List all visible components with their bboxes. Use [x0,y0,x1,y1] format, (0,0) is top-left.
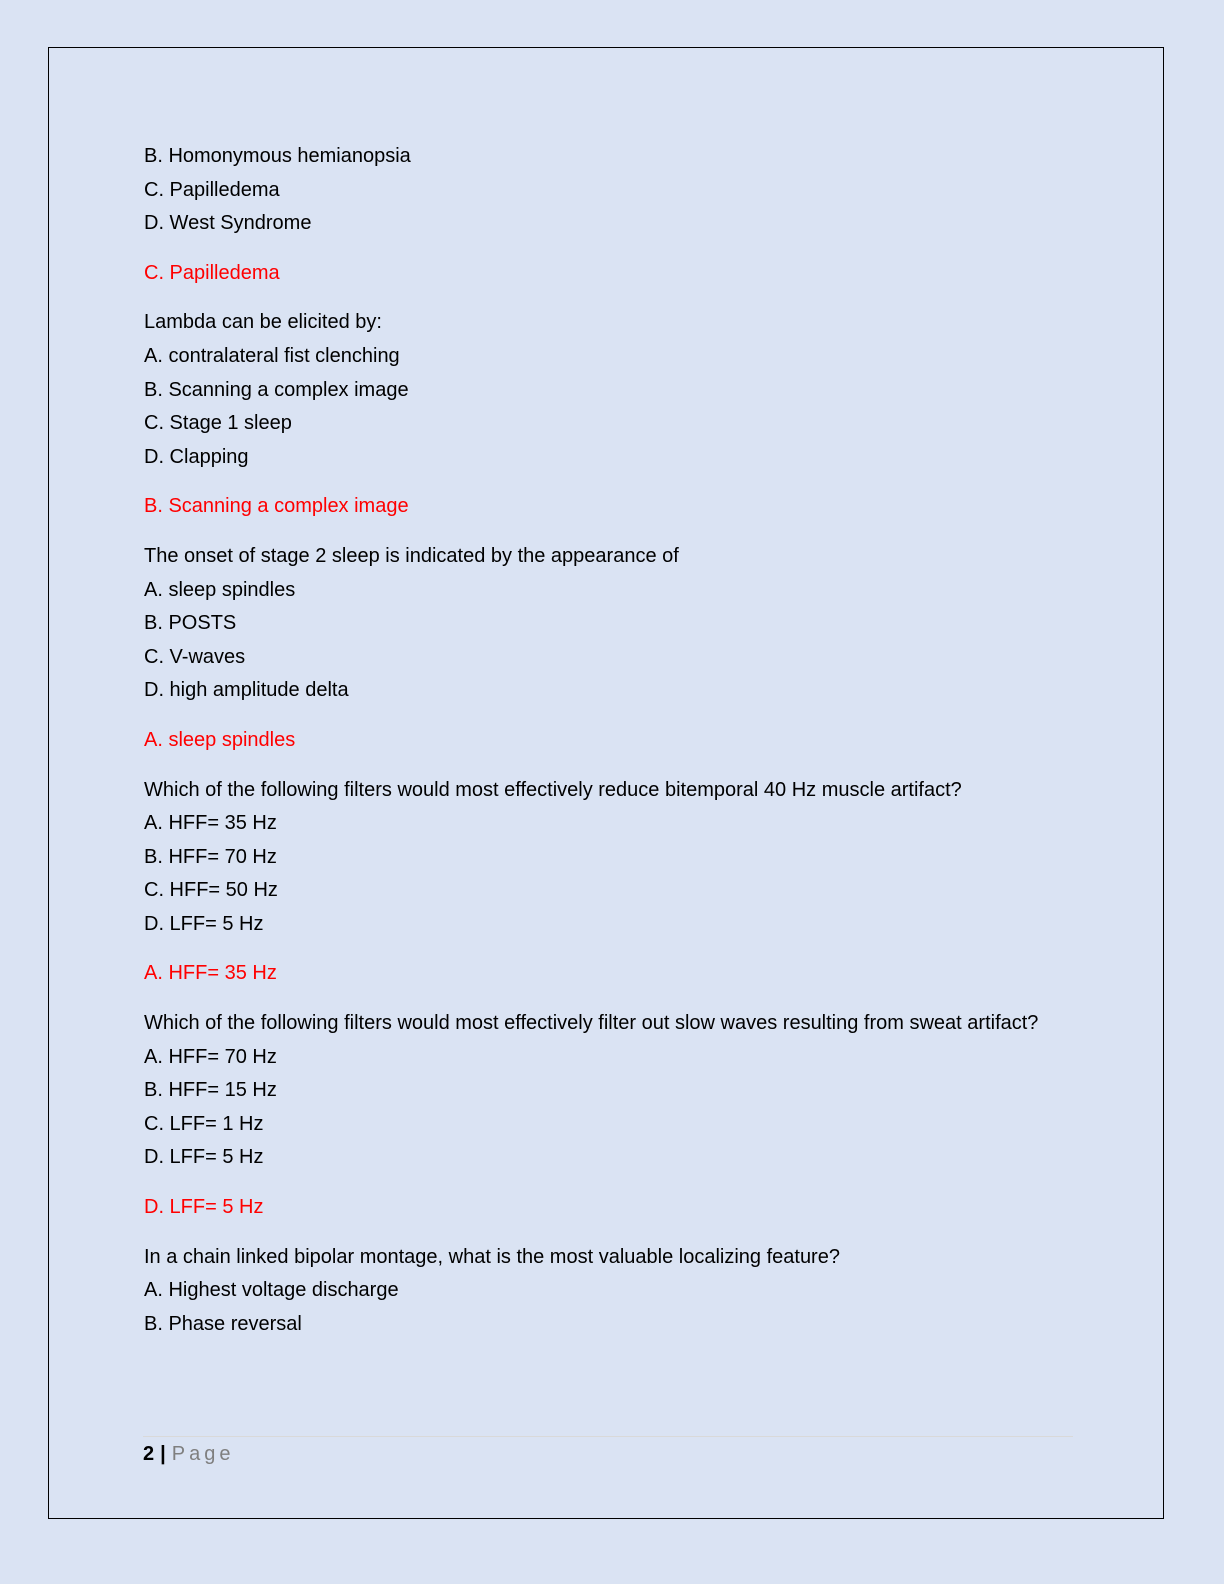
option: B. HFF= 15 Hz [144,1079,277,1102]
option: D. LFF= 5 Hz [144,1146,264,1169]
answer: A. sleep spindles [144,728,296,751]
option: A. HFF= 70 Hz [144,1045,277,1068]
option: A. HFF= 35 Hz [144,812,277,835]
option: A. sleep spindles [144,578,296,601]
answer: C. Papilledema [144,261,280,284]
option: C. LFF= 1 Hz [144,1112,264,1135]
question: The onset of stage 2 sleep is indicated by the appearance of [144,544,679,567]
option: B. Phase reversal [144,1312,302,1335]
option: C. Stage 1 sleep [144,412,292,435]
question-block [144,1241,1084,1342]
option: A. Highest voltage discharge [144,1279,399,1302]
option: C. V-waves [144,645,246,668]
footer-divider [143,1436,1073,1437]
option: D. Clapping [144,445,249,468]
option: D. LFF= 5 Hz [144,912,264,935]
option: B. POSTS [144,612,237,635]
question-block [144,774,1084,992]
footer-separator: | [160,1443,166,1465]
option: D. high amplitude delta [144,679,349,702]
option: B. Scanning a complex image [144,378,409,401]
option: D. West Syndrome [144,212,312,235]
answer: A. HFF= 35 Hz [144,962,277,985]
question: Which of the following filters would most effectively reduce bitemporal 40 Hz muscle artifact? [144,778,962,801]
page-footer [143,1440,234,1468]
option: B. HFF= 70 Hz [144,845,277,868]
question: In a chain linked bipolar montage, what is the most valuable localizing feature? [144,1245,840,1268]
question: Which of the following filters would most effectively filter out slow waves resulting from sweat artifact? [144,1012,1039,1035]
option: A. contralateral fist clenching [144,344,400,367]
option: C. HFF= 50 Hz [144,879,278,902]
question-block [144,306,1084,524]
page-label: Page [171,1443,235,1465]
question-block [144,1007,1084,1225]
option: B. Homonymous hemianopsia [144,145,411,167]
answer: B. Scanning a complex image [144,495,409,518]
question: Lambda can be elicited by: [144,311,382,334]
question-block [144,540,1084,758]
document-body [144,140,1084,1341]
question-block [144,140,1084,290]
page-number: 2 [143,1443,155,1465]
option: C. Papilledema [144,178,280,201]
answer: D. LFF= 5 Hz [144,1196,264,1219]
